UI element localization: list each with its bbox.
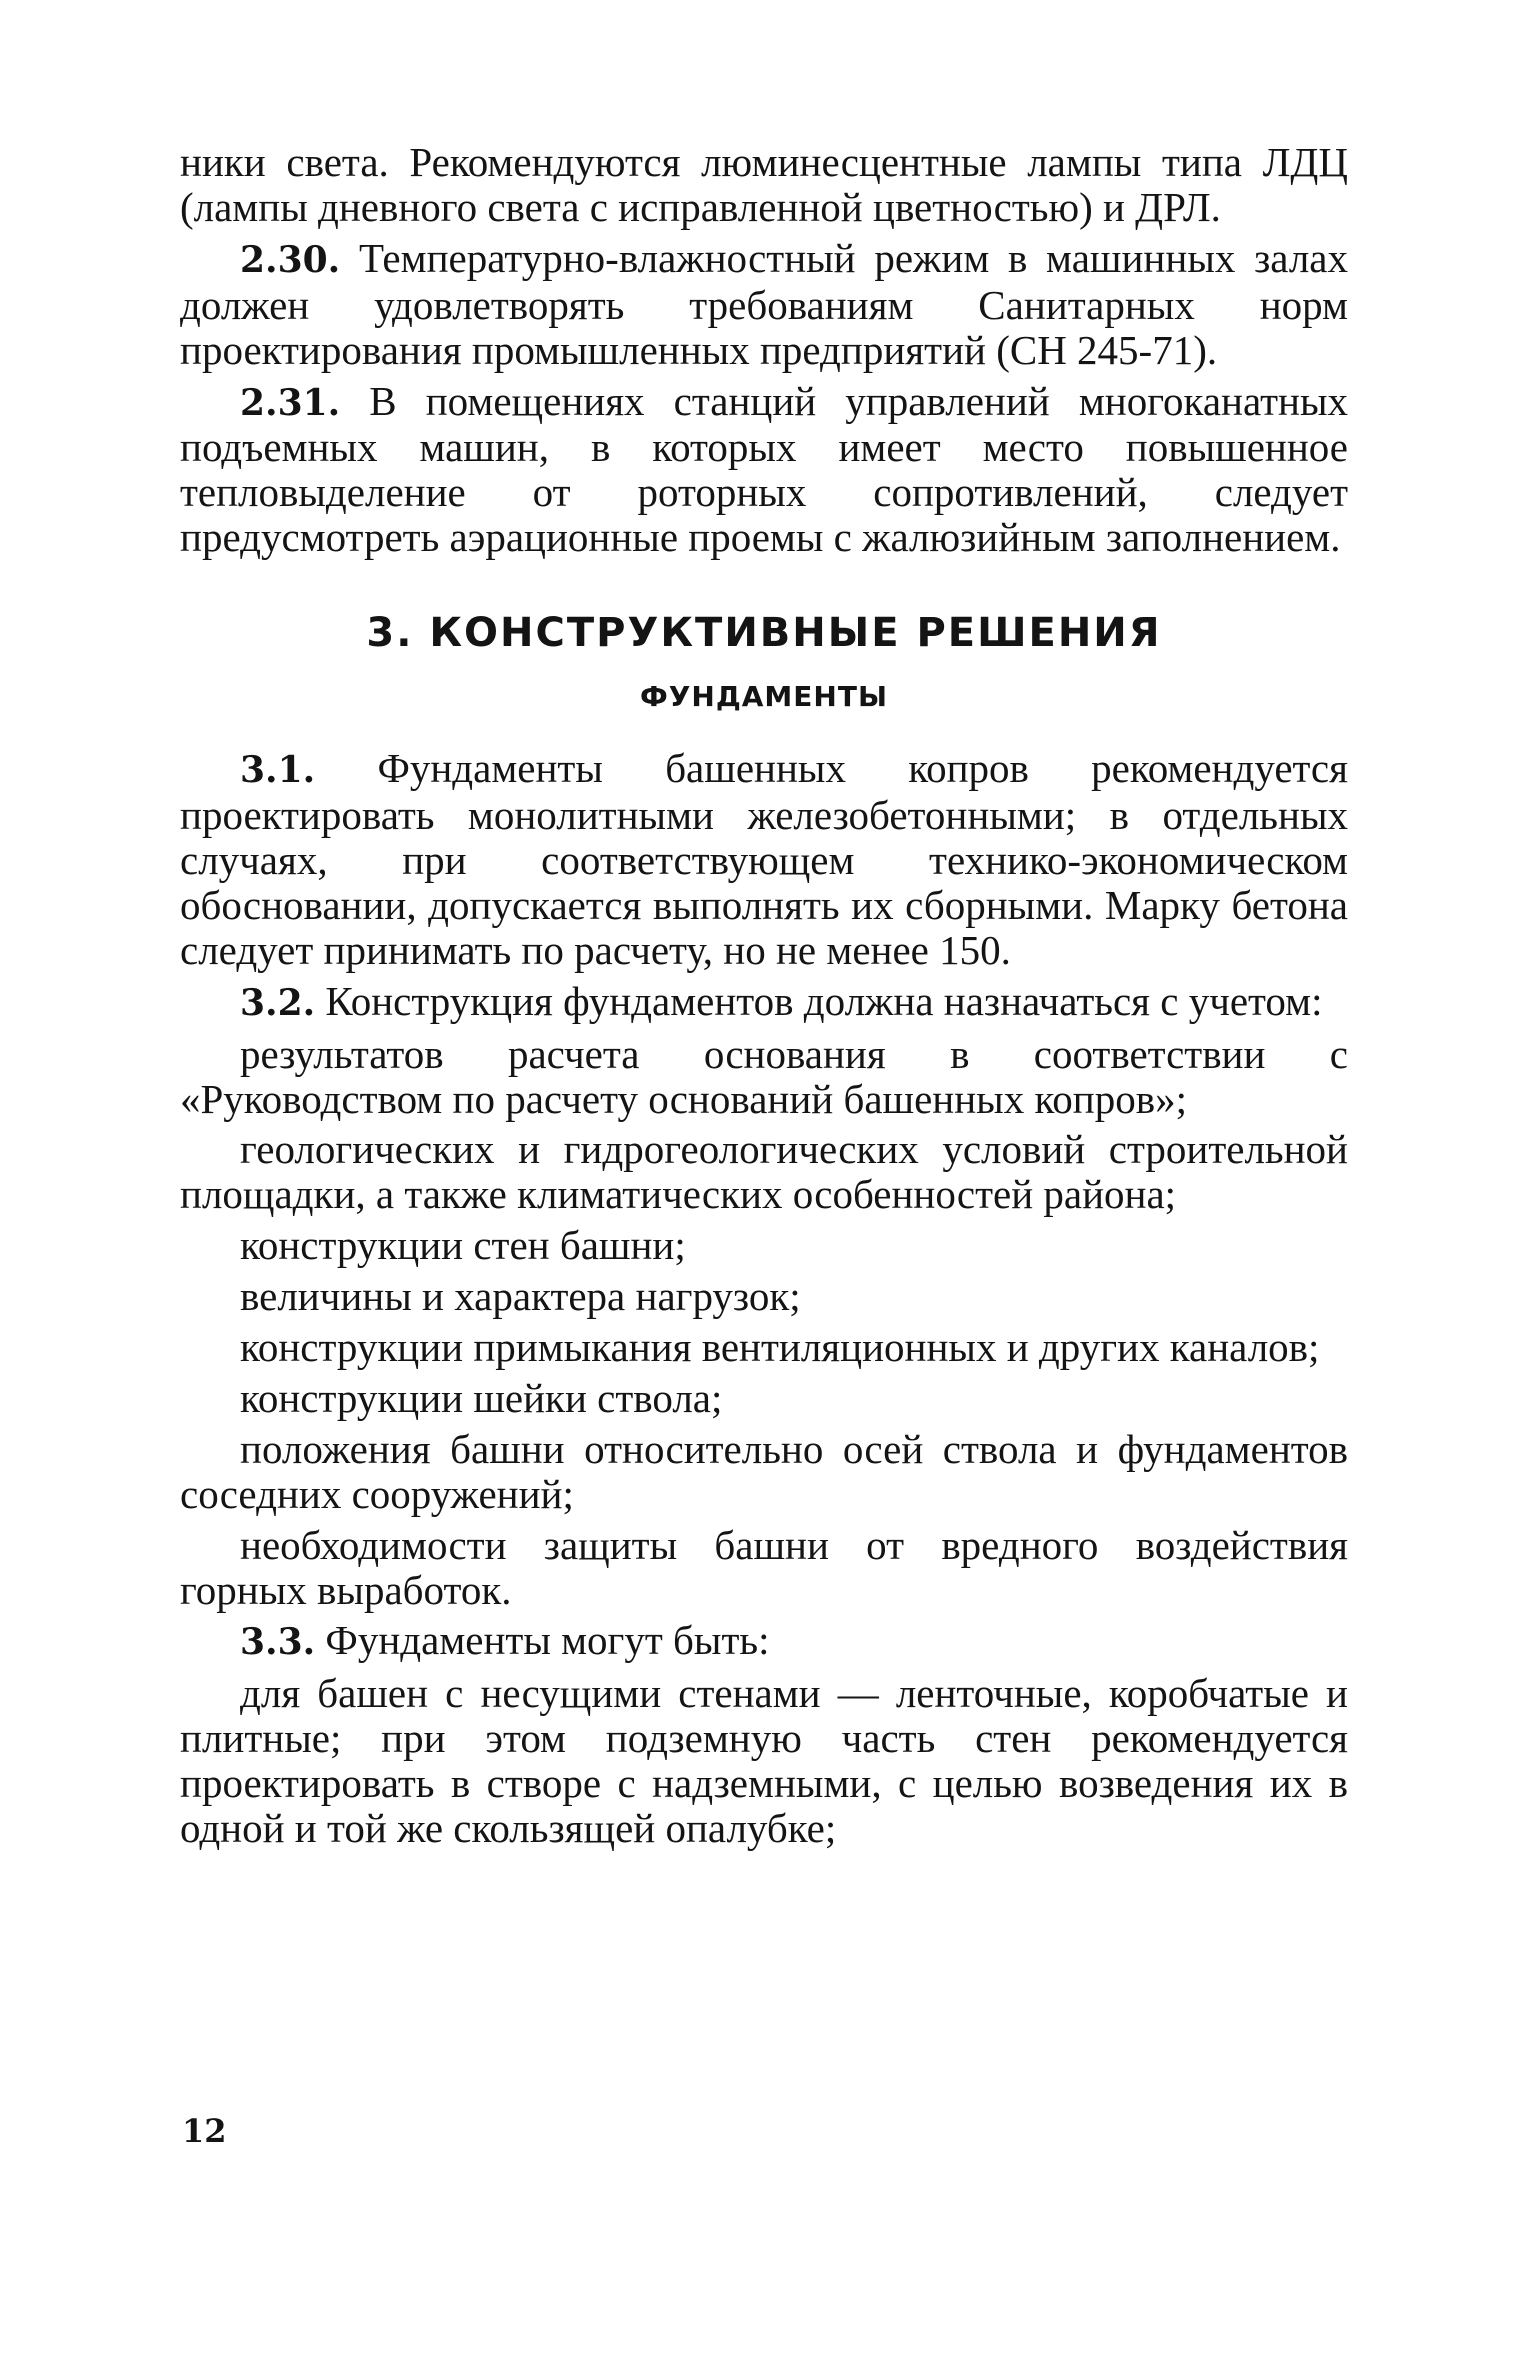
list-item: конструкции шейки ствола; bbox=[240, 1374, 723, 1421]
paragraph-2-30 bbox=[180, 236, 1348, 373]
section-title: 3. КОНСТРУКТИВНЫЕ РЕШЕНИЯ bbox=[366, 610, 1162, 657]
list-item: геологических и гидрогеологических условий строительной площадки, а также климатических особенностей района; bbox=[180, 1126, 1348, 1218]
list-item: положения башни относительно осей ствола и фундаментов соседних сооружений; bbox=[180, 1425, 1348, 1517]
subsection-title: ФУНДАМЕНТЫ bbox=[640, 680, 888, 714]
clause-number: 2.30. bbox=[240, 238, 341, 281]
page-number: 12 bbox=[182, 2112, 227, 2150]
list-item: необходимости защиты башни от вредного воздействия горных выработок. bbox=[180, 1521, 1348, 1613]
list-item: конструкции примыкания вентиляционных и других каналов; bbox=[240, 1324, 1320, 1371]
clause-number: 3.2. bbox=[240, 981, 316, 1024]
paragraph-3-1 bbox=[180, 746, 1348, 973]
clause-text: Температурно-влажностный режим в машинных залах должен удовлетворять требованиям Санитарных норм проектирования промышленных предприятий (СН 245-71). bbox=[180, 234, 1348, 373]
paragraph-continuation: ники света. Рекомендуются люминесцентные лампы типа ЛДЦ (лампы дневного света с исправленной цветностью) и ДРЛ. bbox=[180, 139, 1348, 230]
text-column bbox=[180, 140, 1348, 1851]
clause-text: В помещениях станций управлений многоканатных подъемных машин, в которых имеет место повышенное тепловыделение от роторных сопротивлений, следует предусмотреть аэрационные проемы с жалюзийным заполнением. bbox=[180, 377, 1348, 561]
list-item: результатов расчета основания в соответствии с «Руководством по расчету оснований башенных копров»; bbox=[180, 1030, 1348, 1122]
clause-number: 3.1. bbox=[240, 749, 316, 792]
clause-number: 2.31. bbox=[240, 381, 341, 424]
list-item: величины и характера нагрузок; bbox=[240, 1273, 801, 1320]
clause-number: 3.3. bbox=[240, 1621, 316, 1664]
paragraph-2-31 bbox=[180, 379, 1348, 561]
clause-text: Фундаменты башенных копров рекомендуется проектировать монолитными железобетонными; в отдельных случаях, при соответствующем технико-экономическом обосновании, допускается выполнять их сборными. Марку бетона следует принимать по расчету, но не менее 150. bbox=[180, 745, 1348, 973]
clause-text: Фундаменты могут быть: bbox=[315, 1617, 770, 1664]
list-item: конструкции стен башни; bbox=[240, 1222, 686, 1269]
clause-text: Конструкция фундаментов должна назначаться с учетом: bbox=[315, 977, 1323, 1024]
list-item: для башен с несущими стенами — ленточные, коробчатые и плитные; при этом подземную часть стен рекомендуется проектировать в створе с надземными, с целью возведения их в одной и той же скользящей опалубке; bbox=[180, 1670, 1348, 1852]
paragraph-3-2 bbox=[180, 979, 1348, 1026]
paragraph-3-3 bbox=[180, 1618, 1348, 1665]
